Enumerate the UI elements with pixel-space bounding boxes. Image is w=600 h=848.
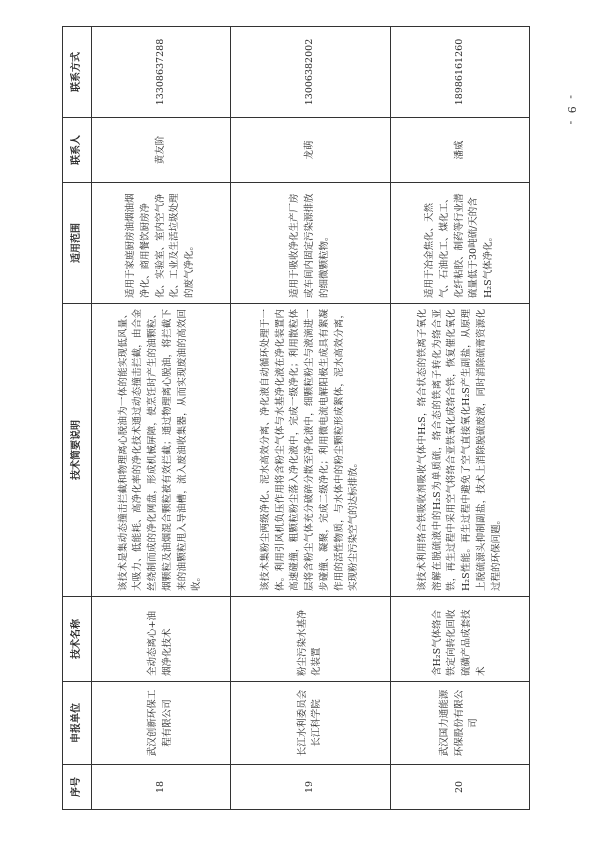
cell-desc: 该技术利用络合铁吸收剂吸收气体中H₂S，络合状态的铁离子氧化溶解在脱硫液中的H₂S为单质硫，络合态的铁离子转化为络合亚铁，再生过程中采用空气将络合亚铁氧化成络合铁，恢复催化氧化H₂S性能。再生过程中避免了空气直接氧化H₂S产生副盐，从原理上脱硫源头抑制副盐，技术上消除脱硫废液，同时消除硫膏资源化过程的环保问题。 bbox=[391, 304, 530, 597]
header-scope: 适用范围 bbox=[63, 183, 92, 304]
cell-desc: 该技术集粉尘两级净化、泥水高效分离、净化液自动循环处理于一体。利用引风机负压作用将含粉尘气体与水基净化液在净化装置内高速碰撞，粗颗粒粉尘落入净化液中，完成一级净化；利用散粒体层将含粉尘气体充分破碎分散至净化液中，细颗粒粉尘与液滴进一步碰撞、凝聚，完成二级净化；利用微电流电解阳极生成具有絮凝作用的活性物质，与水体中的粉尘颗粒形成絮体，泥水高效分离，实现粉尘污染空气的达标排放。 bbox=[230, 304, 390, 597]
cell-desc: 该技术是集动态撞击拦截和物理离心脱油为一体的能实现低风量、大吸力、低能耗、高净化率的净化技术通过动态撞击拦截，由合金丝绕制而成的净化网盘，形成机械屏障，使烹饪时产生的油颗粒、烟颗粒及油烟混合颗粒被有效拦截；通过物理离心脱油，将拦截下来的油颗粒甩入导油槽，流入废油收集器，从而实现废油的高效回收。 bbox=[92, 304, 231, 597]
cell-unit: 武汉国力通能源环保股份有限公司 bbox=[391, 682, 530, 765]
technology-table bbox=[62, 26, 530, 810]
cell-person: 潘威 bbox=[391, 118, 530, 183]
header-desc: 技术简要说明 bbox=[63, 304, 92, 597]
header-name: 技术名称 bbox=[63, 597, 92, 682]
table-row bbox=[230, 27, 390, 810]
cell-unit: 武汉创新环保工程有限公司 bbox=[92, 682, 231, 765]
cell-name: 全动态离心+油烟净化技术 bbox=[92, 597, 231, 682]
cell-phone: 18986161260 bbox=[391, 27, 530, 118]
cell-no: 18 bbox=[92, 765, 231, 810]
cell-no: 19 bbox=[230, 765, 390, 810]
table-header-row bbox=[63, 27, 92, 810]
cell-no: 20 bbox=[391, 765, 530, 810]
cell-person: 黄友阶 bbox=[92, 118, 231, 183]
rotated-table-wrapper bbox=[62, 38, 530, 810]
cell-person: 龙萌 bbox=[230, 118, 390, 183]
cell-unit: 长江水利委员会长江科学院 bbox=[230, 682, 390, 765]
table-row bbox=[391, 27, 530, 810]
header-person: 联系人 bbox=[63, 118, 92, 183]
cell-phone: 13308637288 bbox=[92, 27, 231, 118]
cell-scope: 适用于吸收净化生产厂房或车间内固定污染源排放的细微颗粒物。 bbox=[230, 183, 390, 304]
header-no: 序号 bbox=[63, 765, 92, 810]
cell-scope: 适用于冶金焦化、天然气、石油化工、煤化工、化纤粘胶、制药等行业潜硫量低于30吨硫/天的含H₂S气体净化。 bbox=[391, 183, 530, 304]
table-row bbox=[92, 27, 231, 810]
header-unit: 申报单位 bbox=[63, 682, 92, 765]
cell-scope: 适用于家庭厨房油烟油烟净化、商用餐饮厨房净化、实验室、室内空气净化、工业及生活垃圾处理的废气净化。 bbox=[92, 183, 231, 304]
page-number: - 9 - bbox=[565, 95, 578, 127]
header-phone: 联系方式 bbox=[63, 27, 92, 118]
cell-phone: 13006382002 bbox=[230, 27, 390, 118]
cell-name: 粉尘污染水基净化装置 bbox=[230, 597, 390, 682]
cell-name: 含H₂S气体络合铁定向转化回收硫磺产品成套技术 bbox=[391, 597, 530, 682]
